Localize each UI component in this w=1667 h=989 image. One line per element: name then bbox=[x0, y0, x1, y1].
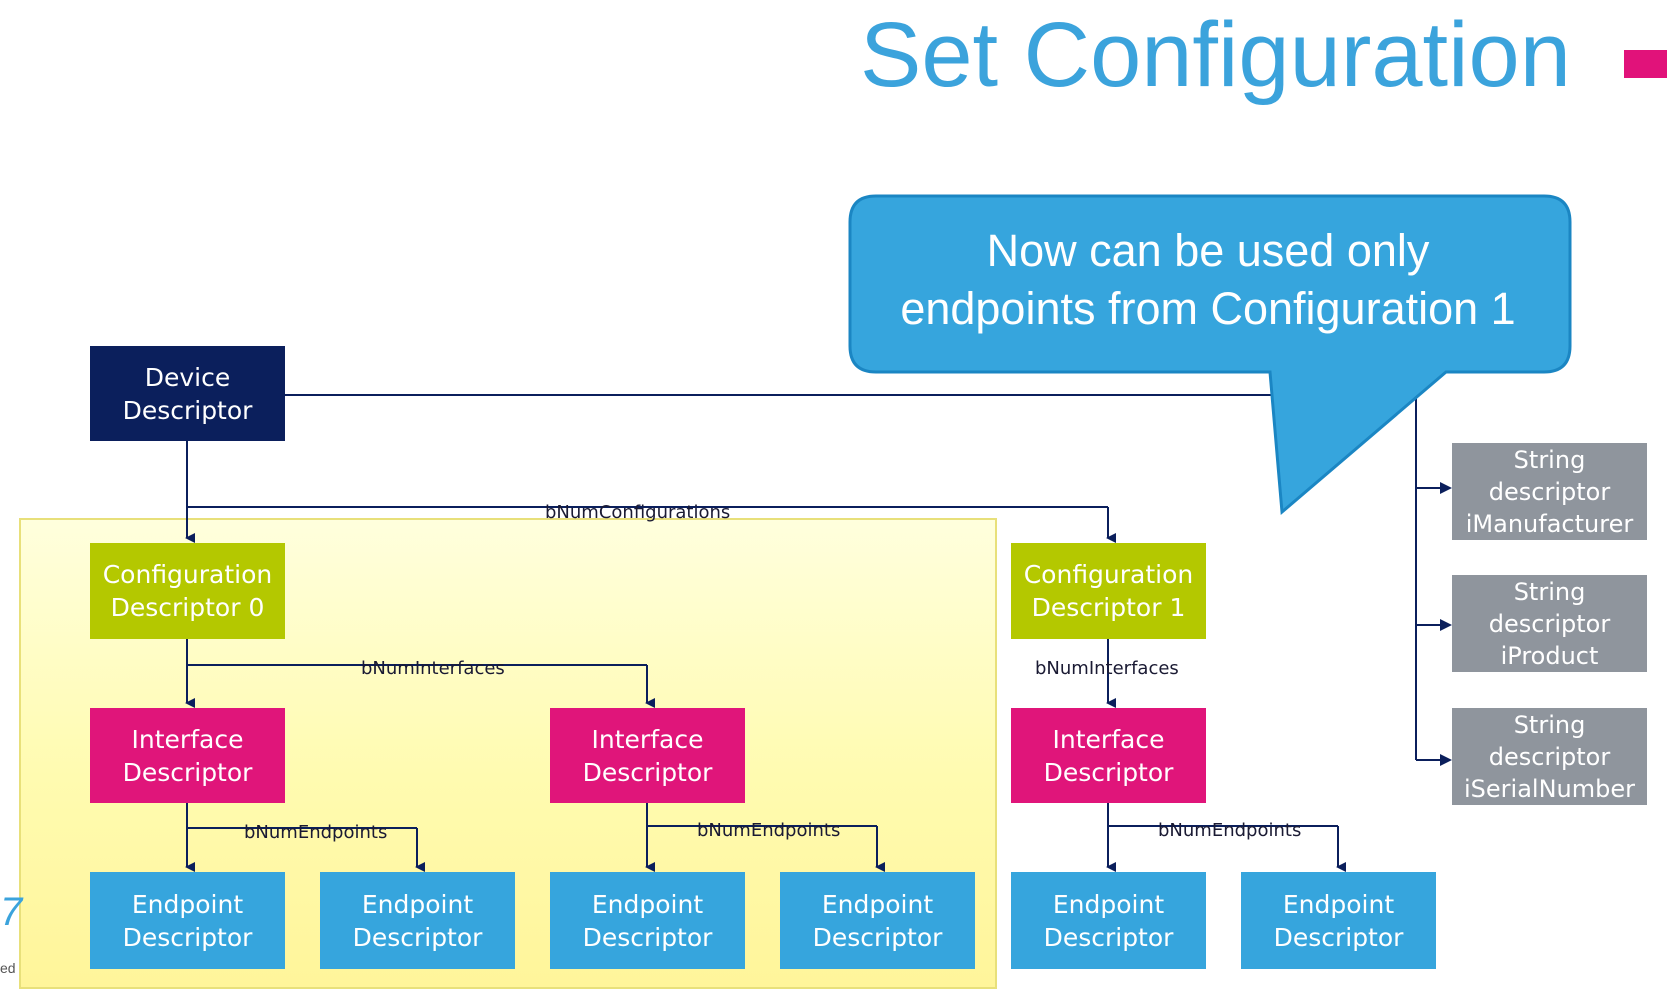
interface-descriptor-b bbox=[550, 708, 745, 803]
endpoint-line-2: Descriptor bbox=[582, 922, 713, 952]
endpoint-line-1: Endpoint bbox=[1052, 889, 1165, 919]
label-num-interfaces-0: bNumInterfaces bbox=[361, 658, 505, 679]
label-num-endpoints-c: bNumEndpoints bbox=[1158, 820, 1302, 841]
device-line-1: Device bbox=[144, 362, 231, 392]
string-descriptor-product bbox=[1452, 575, 1647, 672]
config1-line-1: Configuration bbox=[1023, 560, 1194, 589]
callout-line-1: Now can be used only bbox=[986, 225, 1430, 276]
string-line-1: String bbox=[1513, 577, 1586, 606]
endpoint-line-2: Descriptor bbox=[122, 922, 253, 952]
interface-descriptor-a bbox=[90, 708, 285, 803]
config0-line-1: Configuration bbox=[102, 560, 273, 589]
configuration-descriptor-1 bbox=[1011, 543, 1206, 639]
endpoint-line-1: Endpoint bbox=[591, 889, 704, 919]
endpoint-line-1: Endpoint bbox=[821, 889, 934, 919]
interface-line-1: Interface bbox=[131, 724, 244, 754]
string-descriptor-manufacturer bbox=[1452, 443, 1647, 540]
endpoint-descriptor-4 bbox=[780, 872, 975, 969]
config0-line-2: Descriptor 0 bbox=[110, 593, 265, 622]
string-descriptor-serial-number bbox=[1452, 708, 1647, 805]
configuration-descriptor-0 bbox=[90, 543, 285, 639]
label-num-interfaces-1: bNumInterfaces bbox=[1035, 658, 1179, 679]
page-title: Set Configuration bbox=[860, 4, 1571, 106]
string-line-2: descriptor bbox=[1488, 477, 1611, 506]
string-line-1: String bbox=[1513, 445, 1586, 474]
string-line-3: iSerialNumber bbox=[1464, 774, 1635, 803]
endpoint-line-1: Endpoint bbox=[361, 889, 474, 919]
interface-line-2: Descriptor bbox=[1043, 757, 1174, 787]
interface-line-1: Interface bbox=[591, 724, 704, 754]
endpoint-line-2: Descriptor bbox=[1043, 922, 1174, 952]
string-line-1: String bbox=[1513, 710, 1586, 739]
string-line-2: descriptor bbox=[1488, 609, 1611, 638]
label-num-endpoints-a: bNumEndpoints bbox=[244, 822, 388, 843]
label-num-endpoints-b: bNumEndpoints bbox=[697, 820, 841, 841]
endpoint-descriptor-3 bbox=[550, 872, 745, 969]
device-descriptor bbox=[90, 346, 285, 441]
string-line-2: descriptor bbox=[1488, 742, 1611, 771]
endpoint-line-1: Endpoint bbox=[131, 889, 244, 919]
logo-fragment: 7 bbox=[0, 890, 23, 934]
endpoint-descriptor-2 bbox=[320, 872, 515, 969]
endpoint-descriptor-1 bbox=[90, 872, 285, 969]
interface-line-1: Interface bbox=[1052, 724, 1165, 754]
logo-text-fragment: ed bbox=[0, 960, 16, 976]
endpoint-line-2: Descriptor bbox=[352, 922, 483, 952]
endpoint-descriptor-6 bbox=[1241, 872, 1436, 969]
label-num-configurations: bNumConfigurations bbox=[545, 502, 731, 523]
config1-line-2: Descriptor 1 bbox=[1031, 593, 1186, 622]
endpoint-line-1: Endpoint bbox=[1282, 889, 1395, 919]
device-line-2: Descriptor bbox=[122, 395, 253, 425]
endpoint-descriptor-5 bbox=[1011, 872, 1206, 969]
string-line-3: iProduct bbox=[1500, 641, 1599, 670]
endpoint-line-2: Descriptor bbox=[812, 922, 943, 952]
interface-descriptor-c bbox=[1011, 708, 1206, 803]
callout-text bbox=[848, 222, 1568, 338]
callout-line-2: endpoints from Configuration 1 bbox=[900, 283, 1516, 334]
endpoint-line-2: Descriptor bbox=[1273, 922, 1404, 952]
interface-line-2: Descriptor bbox=[122, 757, 253, 787]
interface-line-2: Descriptor bbox=[582, 757, 713, 787]
string-line-3: iManufacturer bbox=[1465, 509, 1634, 538]
